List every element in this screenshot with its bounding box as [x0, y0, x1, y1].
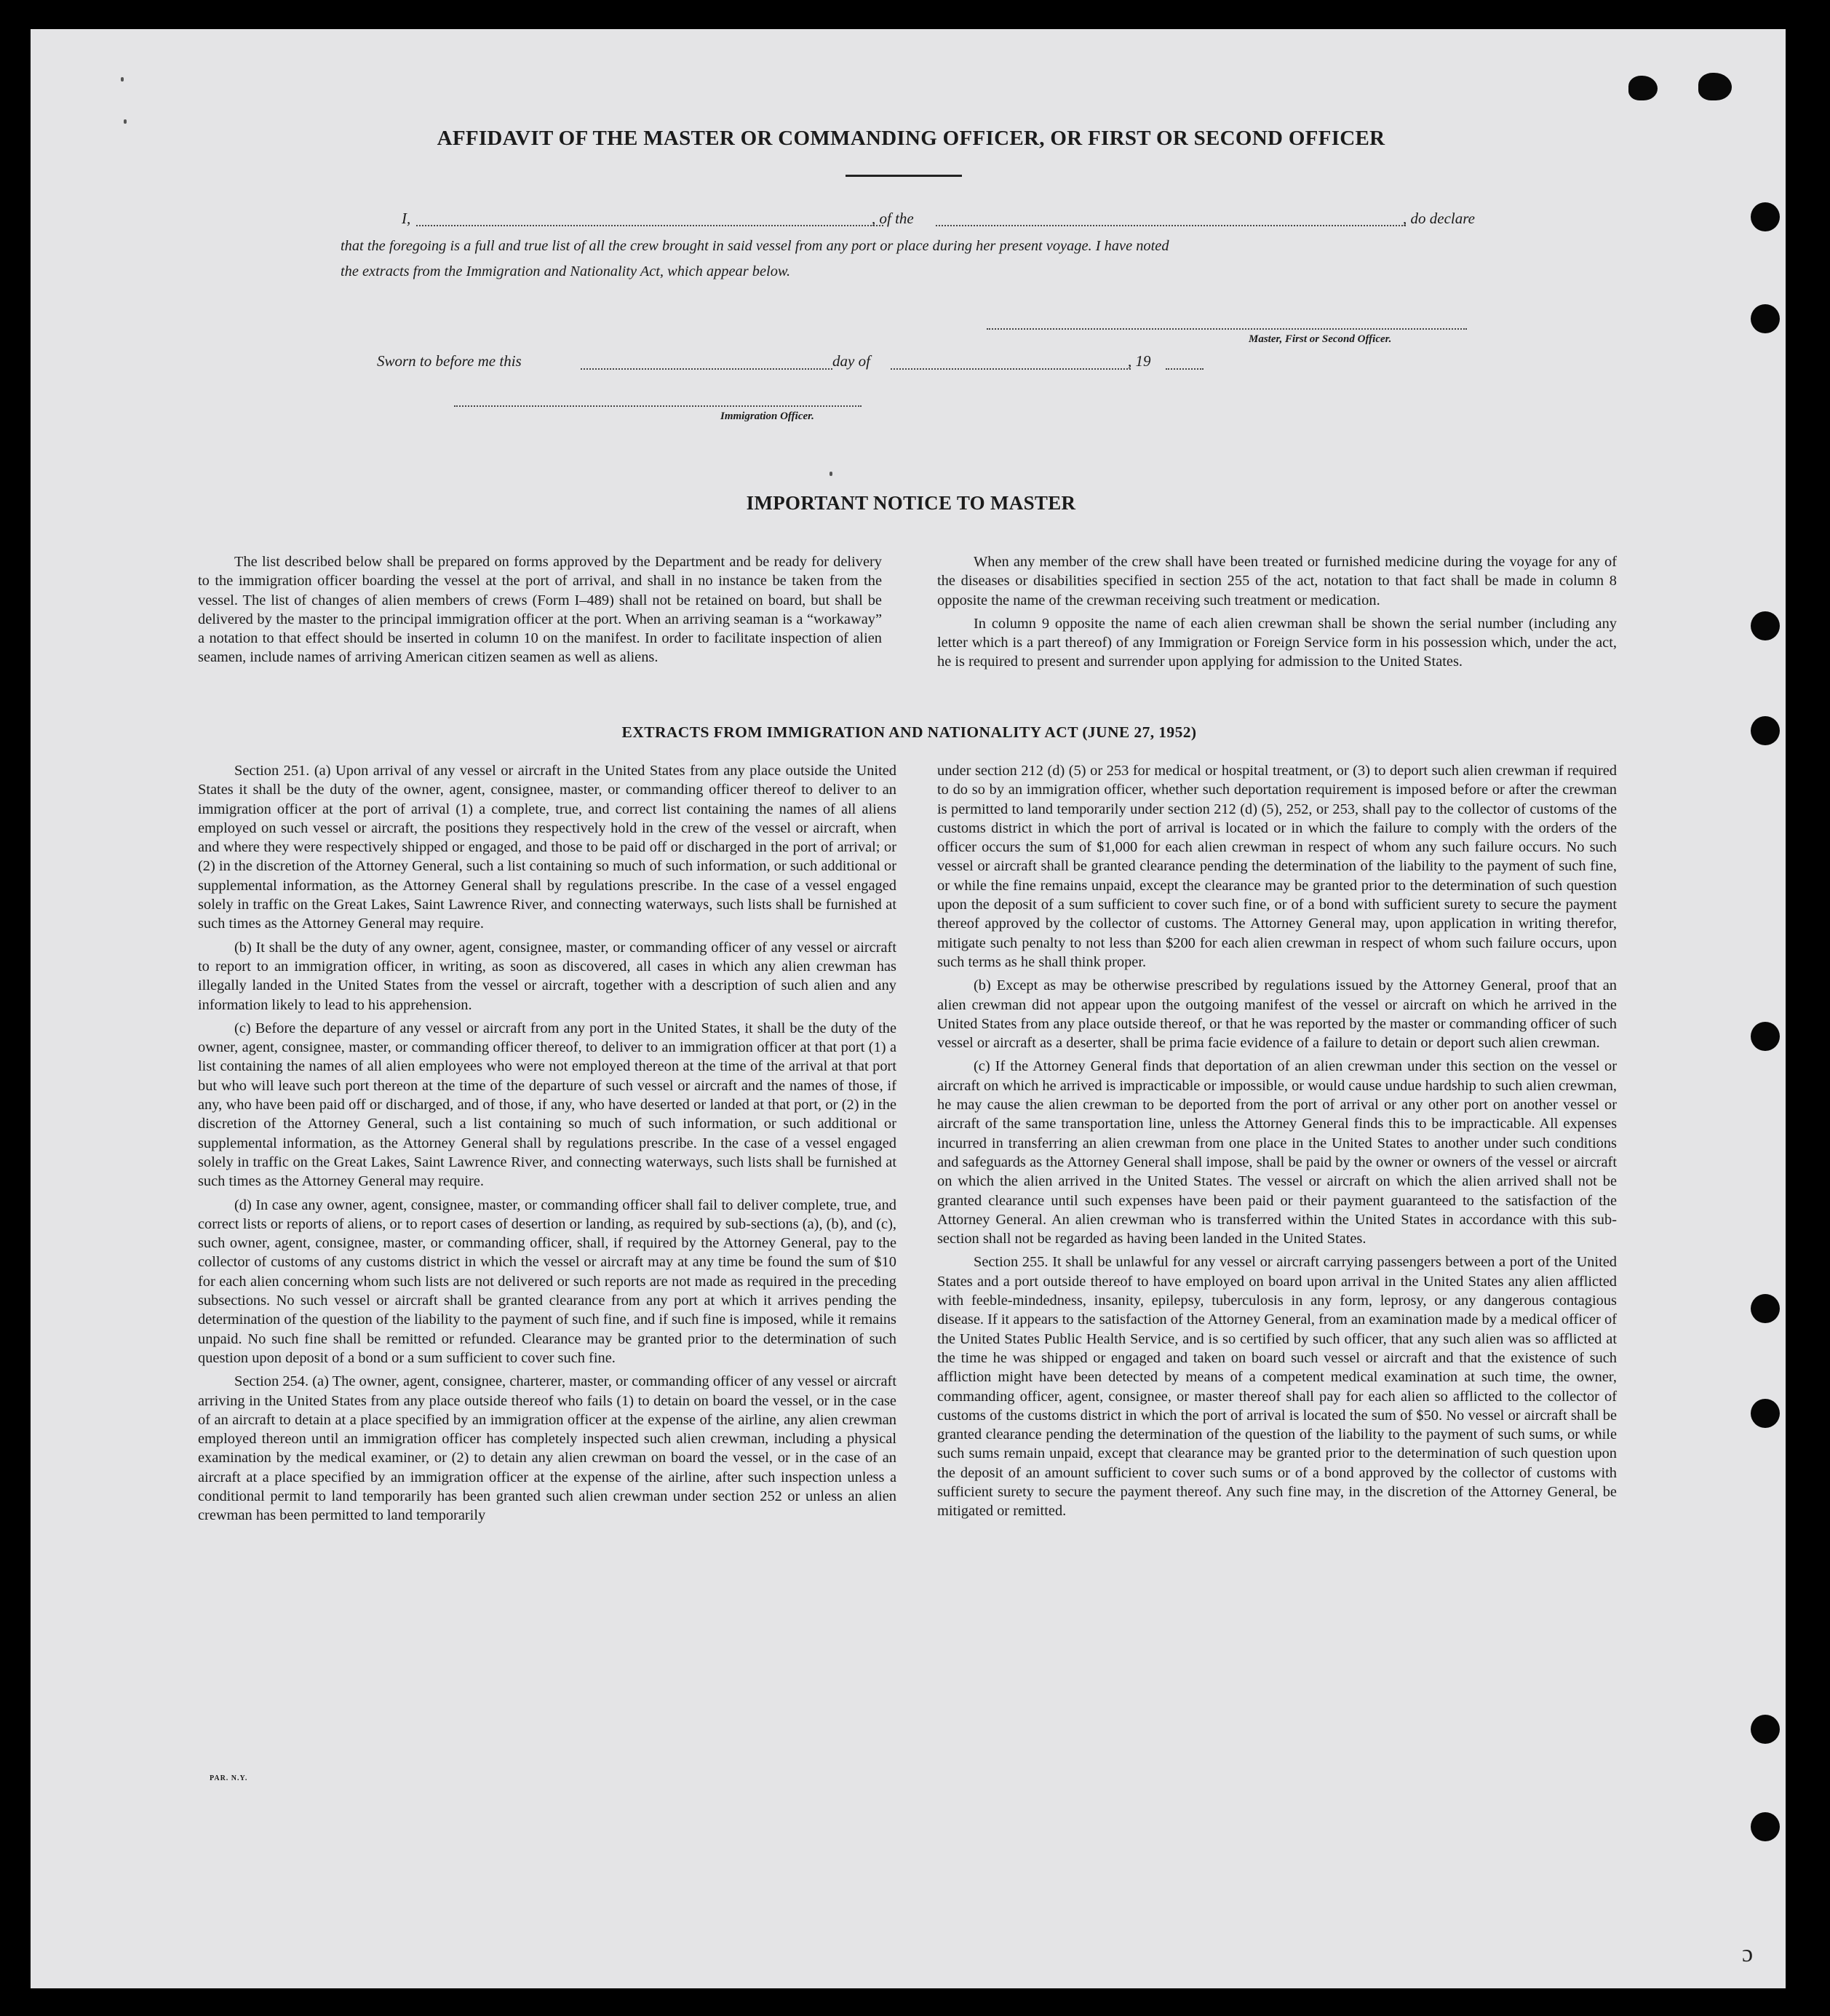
- extracts-right-column: [937, 761, 1617, 1521]
- declaration-do-declare-label: , do declare: [1403, 210, 1475, 227]
- declaration-of-the-label: , of the: [872, 210, 914, 227]
- punch-hole: [1751, 1399, 1780, 1428]
- section-251-a: Section 251. (a) Upon arrival of any vessel or aircraft in the United States from any place outside the United States it shall be the duty of the owner, agent, consignee, master, or commanding officer thereof to deliver to an immigration officer at the port of arrival (1) a complete, true, and correct list containing the names of all aliens employed on such vessel or aircraft, the positions they respectively hold in the crew of the vessel or aircraft, when and where they were respectively shipped or engaged, and those to be paid off or discharged in the port of arrival; or (2) in the discretion of the Attorney General, such a list containing so much of such information, or such additional or supplemental information, as the Attorney General shall by regulations prescribe. In the case of a vessel engaged solely in traffic on the Great Lakes, Saint Lawrence River, and connecting waterways, such lists shall be furnished at such times as the Attorney General may require.: [198, 763, 896, 932]
- sworn-month-fill-line: [891, 368, 1131, 370]
- master-signature-label: Master, First or Second Officer.: [1249, 333, 1392, 345]
- section-254-b: (b) Except as may be otherwise prescribed by regulations issued by the Attorney General, proof that an alien crewman did not appear upon the outgoing manifest of the vessel or aircraft on which he arrived in the United States from any place outside thereof, or that he was reported by the master or commanding officer of such vessel or aircraft as a deserter, shall be prima facie evidence of a failure to detain or deport such alien crewman.: [937, 977, 1617, 1052]
- declaration-line-2: that the foregoing is a full and true list of all the crew brought in said vessel from any port or place during her present voyage. I have noted: [341, 238, 1169, 254]
- speck: [121, 77, 124, 82]
- punch-hole: [1751, 1715, 1780, 1744]
- section-251-d: (d) In case any owner, agent, consignee, master, or commanding officer shall fail to deliver complete, true, and correct lists or reports of aliens, or to report cases of desertion or landing, as required by sub-sections (a), (b), and (c), such owner, agent, consignee, master, or commanding officer, shall, if required by the Attorney General, pay to the collector of customs of any customs district in which the vessel or aircraft may at any time be found the sum of $10 for each alien concerning whom such lists are not delivered or such reports are not made as required in the preceding subsections. No such vessel or aircraft shall be granted clearance from any port at which it arrives pending the determination of the question of the liability to the payment of such fine, and if such fine is imposed, while it remains unpaid. No such fine shall be remitted or refunded. Clearance may be granted prior to the determination of such question upon deposit of a bond or a sum sufficient to cover such fine.: [198, 1196, 896, 1366]
- section-251-c: (c) Before the departure of any vessel or aircraft from any port in the United States, it shall be the duty of the owner, agent, consignee, master, or commanding officer thereof, to deliver to an immigration officer at that port (1) a list containing the names of all alien employees who were not employed thereon at the time of the arrival at that port but who will leave such port thereon at the time of the departure of such vessel or aircraft and the names of those, if any, who have been paid off or discharged, and of those, if any, who have deserted or landed at that port, or (2) in the discretion of the Attorney General, such a list containing so much of such information, or such additional or supplemental information, as the Attorney General shall by regulations prescribe. In the case of a vessel engaged solely in traffic on the Great Lakes, Saint Lawrence River, and connecting waterways, such lists shall be furnished at such times as the Attorney General may require.: [198, 1020, 896, 1190]
- master-signature-line: [987, 328, 1467, 330]
- section-254-c: (c) If the Attorney General finds that deportation of an alien crewman under this section on the vessel or aircraft on which he arrived is impracticable or impossible, or would cause undue hardship to such alien crewman, he may cause the alien crewman to be deported from the port of arrival or any other port on another vessel or aircraft of the same transportation line, unless the Attorney General finds this to be impracticable. All expenses incurred in transferring an alien crewman from one place in the United States to another under such conditions and safeguards as the Attorney General shall impose, shall be paid by the owner or owners of the vessel or aircraft on which the alien arrived in the United States. The vessel or aircraft on which the alien arrived shall not be granted clearance until such expenses have been paid or their payment guaranteed to the satisfaction of the Attorney General. An alien crewman who is transferred within the United States in accordance with this sub-section shall not be regarded as having been landed in the United States.: [937, 1058, 1617, 1247]
- punch-hole: [1751, 611, 1780, 640]
- corner-pen-mark: ɔ: [1742, 1940, 1754, 1967]
- punch-hole: [1751, 716, 1780, 745]
- notice-right-column: [937, 552, 1617, 676]
- notice-left-column: [198, 552, 882, 672]
- notice-heading: IMPORTANT NOTICE TO MASTER: [746, 492, 1076, 514]
- speck: [124, 119, 127, 124]
- ink-blot: [1628, 76, 1658, 100]
- sworn-label: Sworn to before me this: [377, 352, 522, 370]
- punch-hole: [1751, 1022, 1780, 1051]
- punch-hole: [1751, 1812, 1780, 1841]
- officer-signature-label: Immigration Officer.: [720, 410, 814, 422]
- punch-hole: [1751, 304, 1780, 333]
- title-underline: [846, 175, 962, 177]
- section-251-b: (b) It shall be the duty of any owner, agent, consignee, master, or commanding officer of any vessel or aircraft to report to an immigration officer, in writing, as soon as discovered, all cases in which any alien crewman has illegally landed in the United States from the vessel or aircraft, together with a description of such alien and any information likely to lead to his apprehension.: [198, 939, 896, 1013]
- day-of-label: day of: [832, 352, 870, 370]
- printer-mark: PAR. N.Y.: [210, 1774, 248, 1782]
- year-prefix-label: , 19: [1128, 352, 1151, 370]
- punch-hole: [1751, 1294, 1780, 1323]
- extracts-left-column: [198, 761, 896, 1525]
- notice-left-paragraph: The list described below shall be prepared on forms approved by the Department and be ready for delivery to the immigration officer boarding the vessel at the port of arrival, and shall in no instance be taken from the vessel. The list of changes of alien members of crews (Form I–489) shall not be retained on board, but shall be delivered by the master to the principal immigration officer at the port. When an arriving seaman is a “workaway” a notation to that effect should be inserted in column 10 on the manifest. In order to facilitate inspection of alien seamen, include names of arriving American citizen seamen as well as aliens.: [198, 554, 882, 666]
- ink-blot: [1698, 73, 1732, 100]
- document-page: [31, 29, 1786, 1988]
- declaration-i-label: I,: [402, 210, 411, 227]
- name-fill-line: [416, 225, 883, 226]
- punch-hole: [1751, 202, 1780, 231]
- section-255: Section 255. It shall be unlawful for any vessel or aircraft carrying passengers between a port of the United States and a port outside thereof to have employed on board upon arrival in the United States any alien afflicted with feeble-mindedness, insanity, epilepsy, tuberculosis in any form, leprosy, or any dangerous contagious disease. If it appears to the satisfaction of the Attorney General, from an examination made by a medical officer of the United States Public Health Service, and is so certified by such officer, that any such alien was so afflicted at the time he was shipped or engaged and taken on board such vessel or aircraft and that the existence of such affliction might have been detected by means of a competent medical examination at such time, the owner, commanding officer, agent, consignee, or master thereof shall pay for each alien so afflicted to the collector of customs of the customs district in which the port of arrival is located the sum of $50. No vessel or aircraft shall be granted clearance pending the determination of the question of the liability to the payment of such sums, or while such sums remain unpaid, except that clearance may be granted prior to the determination of such question upon the deposit of an amount sufficient to cover such sums or of a bond approved by the collector of customs with sufficient surety to secure the payment thereof. Any such fine may, in the discretion of the Attorney General, be mitigated or remitted.: [937, 1254, 1617, 1520]
- affidavit-title: AFFIDAVIT OF THE MASTER OR COMMANDING OFFICER, OR FIRST OR SECOND OFFICER: [437, 127, 1385, 150]
- section-254-a-continued: under section 212 (d) (5) or 253 for medical or hospital treatment, or (3) to deport such alien crewman if required to do so by an immigration officer, whether such deportation requirement is imposed before or after the crewman is permitted to land temporarily under section 212 (d) (5), 252, or 253, shall pay to the collector of customs of the customs district in which the port of arrival is located or in which the failure to comply with the orders of the officer occurs the sum of $1,000 for each alien crewman in respect of whom any such failure occurs. No such vessel or aircraft shall be granted clearance pending the determination of the liability to the payment of such fine, or while the fine remains unpaid, except the clearance may be granted prior to the determination of such question upon the deposit of a sum sufficient to cover such fine, or of a bond with sufficient surety to secure the payment thereof approved by the collector of customs. The Attorney General may, upon application in writing therefor, mitigate such penalty to not less than $200 for each alien crewman in respect of whom such failure occurs, upon such terms as he shall think proper.: [937, 763, 1617, 970]
- declaration-line-3: the extracts from the Immigration and Nationality Act, which appear below.: [341, 263, 791, 279]
- officer-signature-line: [454, 405, 862, 407]
- notice-right-paragraph-2: In column 9 opposite the name of each alien crewman shall be shown the serial number (including any letter which is a part thereof) of any Immigration or Foreign Service form in his possession which, under the act, he is required to present and surrender upon applying for admission to the United States.: [937, 615, 1617, 670]
- year-fill-line: [1166, 368, 1204, 370]
- sworn-day-fill-line: [581, 368, 832, 370]
- notice-right-paragraph-1: When any member of the crew shall have been treated or furnished medicine during the voyage for any of the diseases or disabilities specified in section 255 of the act, notation to that fact shall be made in column 8 opposite the name of the crewman receiving such treatment or medication.: [937, 554, 1617, 608]
- extracts-heading: EXTRACTS FROM IMMIGRATION AND NATIONALITY ACT (JUNE 27, 1952): [621, 723, 1197, 741]
- section-254-a: Section 254. (a) The owner, agent, consignee, charterer, master, or commanding officer of any vessel or aircraft arriving in the United States from any place outside thereof who fails (1) to detain on board the vessel, or in the case of an aircraft to detain at a place specified by an immigration officer at the expense of the airline, any alien crewman employed thereon until an immigration officer has completely inspected such alien crewman, including a physical examination by the medical examiner, or (2) to detain any alien crewman on board the vessel, or in the case of an aircraft at a place specified by an immigration officer at the expense of the airline, after such inspection unless a conditional permit to land temporarily has been granted such alien crewman under section 252 or unless an alien crewman has been permitted to land temporarily: [198, 1373, 896, 1524]
- vessel-fill-line: [936, 225, 1406, 226]
- speck: [830, 472, 832, 476]
